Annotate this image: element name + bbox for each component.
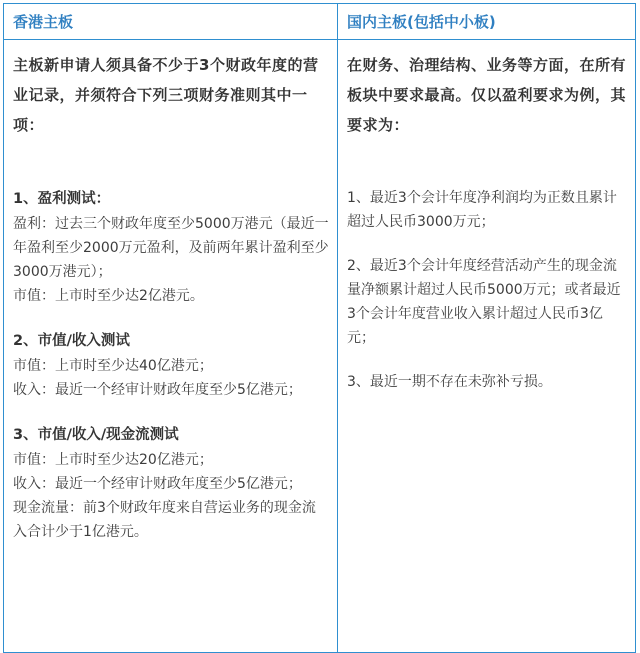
hk-section-line: 收入：最近一个经审计财政年度至少5亿港元； xyxy=(13,382,302,398)
comparison-table xyxy=(3,3,636,653)
hk-section-heading: 2、市值/收入测试 xyxy=(13,333,130,349)
domestic-main-board-body xyxy=(338,40,635,394)
domestic-requirement-item: 3、最近一期不存在未弥补亏损。 xyxy=(347,374,552,390)
hk-section-heading: 3、市值/收入/现金流测试 xyxy=(13,427,179,443)
domestic-requirement-item: 1、最近3个会计年度净利润均为正数且累计超过人民币3000万元； xyxy=(347,190,617,230)
hk-section-line: 市值：上市时至少达2亿港元。 xyxy=(13,288,204,304)
hk-section-line: 现金流量：前3个财政年度来自营运业务的现金流入合计少于1亿港元。 xyxy=(13,500,316,540)
hk-main-board-body xyxy=(4,40,337,544)
hk-main-board-header: 香港主板 xyxy=(4,4,337,40)
hk-section-line: 收入：最近一个经审计财政年度至少5亿港元； xyxy=(13,476,302,492)
hk-section-line: 市值：上市时至少达20亿港元； xyxy=(13,452,213,468)
domestic-intro-text: 在财务、治理结构、业务等方面，在所有板块中要求最高。仅以盈利要求为例，其要求为： xyxy=(347,56,627,134)
hk-section-heading: 1、盈利测试： xyxy=(13,191,111,207)
hk-section-line: 市值：上市时至少达40亿港元； xyxy=(13,358,213,374)
hk-section-line: 盈利：过去三个财政年度至少5000万港元（最近一年盈利至少2000万元盈利，及前两年累计盈利至少3000万港元）； xyxy=(13,216,329,280)
domestic-requirement-item: 2、最近3个会计年度经营活动产生的现金流量净额累计超过人民币5000万元；或者最近3个会计年度营业收入累计超过人民币3亿元； xyxy=(347,258,621,346)
hk-main-board-column xyxy=(4,4,338,652)
hk-intro-text: 主板新申请人须具备不少于3个财政年度的营业记录，并须符合下列三项财务准则其中一项： xyxy=(13,56,319,134)
domestic-main-board-header: 国内主板(包括中小板) xyxy=(338,4,635,40)
domestic-main-board-column xyxy=(338,4,635,652)
